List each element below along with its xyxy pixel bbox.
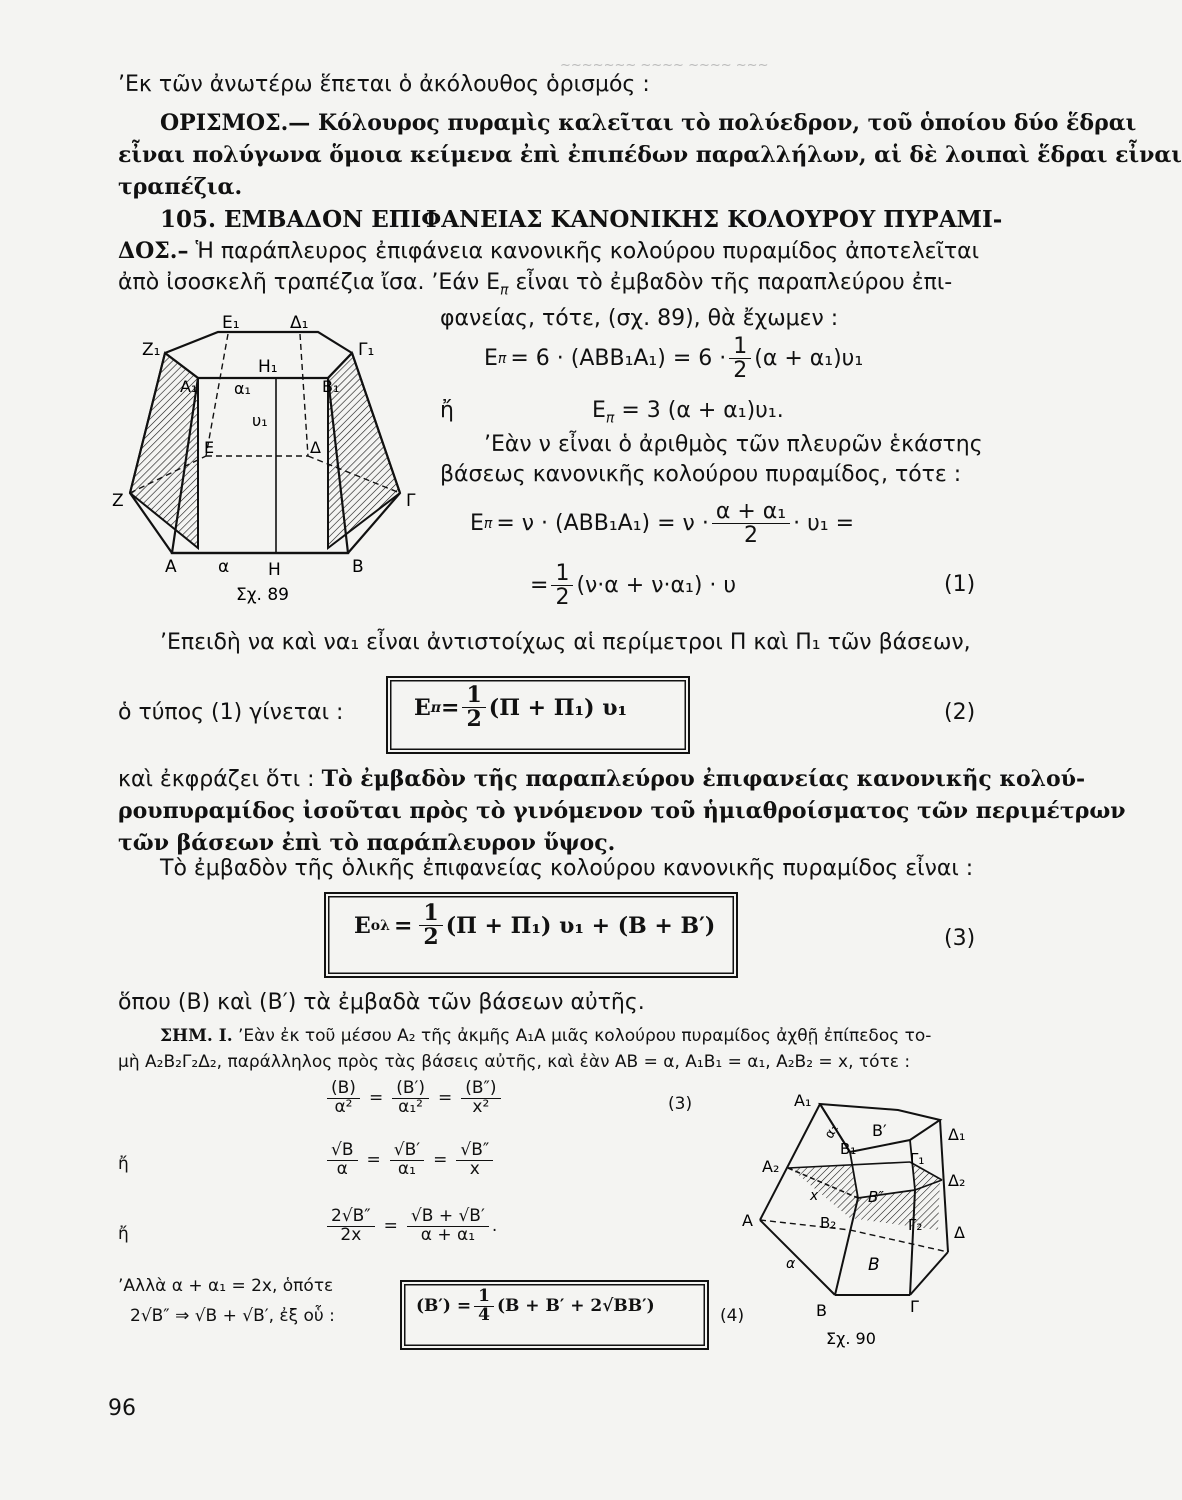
label-A: Α <box>165 557 177 577</box>
section-line-4: ’Εὰν ν εἶναι ὁ ἀριθμὸς τῶν πλευρῶν ἑκάστης <box>484 432 983 457</box>
boxed-formula-2: E π = $\frac{1}{2}$ (Π + Π₁) υ₁ <box>414 682 628 733</box>
section-line-1 <box>118 238 979 264</box>
label90-B1: Β₁ <box>840 1140 857 1158</box>
definition-line-1 <box>160 110 1136 136</box>
label90-B-face: Β <box>868 1255 880 1275</box>
eta-1: ἤ <box>440 398 454 423</box>
label90-a1: α₁ <box>821 1122 842 1142</box>
label90-D2: Δ₂ <box>948 1171 966 1190</box>
label-H1: Η₁ <box>258 357 278 377</box>
label90-G: Γ <box>910 1297 919 1316</box>
but-line: ’Αλλὰ α + α₁ = 2x, ὁπότε <box>118 1276 334 1296</box>
figure-89-caption: Σχ. 89 <box>236 585 290 605</box>
label90-A: Α <box>742 1211 753 1230</box>
implication-line: 2√Β″ ⇒ √Β + √Β′, ἐξ οὗ : <box>130 1306 335 1326</box>
ratio-number-3: (3) <box>668 1094 693 1114</box>
theorem-line-3: τῶν βάσεων ἐπὶ τὸ παράπλευρον ὕψος. <box>118 830 616 856</box>
label-G: Γ <box>406 491 416 511</box>
boxed-formula-3: E ολ = $\frac{1}{2}$ (Π + Π₁) υ₁ + (Β + Β′) <box>354 900 716 951</box>
ratio-row-2: $\frac{√B}{\alpha}$ = $\frac{√B'}{\text{α₁}}$ = $\frac{√B''}{x}$ <box>324 1142 496 1179</box>
label-G1: Γ₁ <box>358 340 375 360</box>
label90-G1: Γ₁ <box>910 1150 925 1168</box>
boxed-formula-4: (Β′) = $\frac{1}{4}$ (Β + Β′ + 2√ΒΒ′) <box>416 1286 655 1325</box>
label-a1: α₁ <box>234 379 251 398</box>
section-heading: 105. ΕΜΒΑΔΟΝ ΕΠΙΦΑΝΕΙΑΣ ΚΑΝΟΝΙΚΗΣ ΚΟΛΟΥΡΟΥ ΠΥΡΑΜΙ- <box>160 206 1003 233</box>
ratio-row-3: $\frac{2√B''}{2x}$ = $\frac{√B + √B'}{\text{α + α₁}}$ . <box>324 1208 497 1245</box>
formula-1: E π = 6 · (ABB₁A₁) = 6 · $\frac{1}{2}$ (α + α₁)υ₁ <box>484 334 864 384</box>
label90-Bdouble: Β″ <box>868 1188 884 1206</box>
label-E: Ε <box>204 438 215 457</box>
definition-text-1: Κόλουρος πυραμὶς καλεῖται τὸ πολύεδρον, τοῦ ὁποίου δύο ἕδραι <box>317 110 1137 136</box>
formula-2: $E_\pi = 3$ (α + α₁)υ₁. <box>592 398 784 427</box>
label90-alpha: α <box>786 1256 796 1272</box>
definition-label: ΟΡΙΣΜΟΣ.— <box>160 110 311 136</box>
bases-line: ὅπου (Β) καὶ (Β′) τὰ ἐμβαδὰ τῶν βάσεων αὐτῆς. <box>118 990 645 1015</box>
label-H: Η <box>268 560 281 580</box>
label90-A2: Α₂ <box>762 1157 780 1176</box>
eta-3: ἤ <box>118 1224 129 1244</box>
equation-number-1: (1) <box>944 572 976 597</box>
perimeters-line: ’Επειδὴ να καὶ να₁ εἶναι ἀντιστοίχως αἱ περίμετροι Π καὶ Π₁ τῶν βάσεων, <box>160 630 971 655</box>
label-E1: Ε₁ <box>222 313 240 333</box>
theorem-line-2: ρουπυραμίδος ἰσοῦται πρὸς τὸ γινόμενον τοῦ ἡμιαθροίσματος τῶν περιμέτρων <box>118 798 1126 824</box>
equation-number-3: (3) <box>944 926 976 951</box>
theorem-line-1 <box>118 766 1085 792</box>
label90-x: x <box>810 1188 819 1204</box>
formula-3: E π = ν · (ABB₁A₁) = ν · $\frac{\text{α + α₁}}{2}$ · υ₁ = <box>470 499 855 549</box>
label90-A1: Α₁ <box>794 1091 812 1110</box>
section-text-1: Ἡ παράπλευρος ἐπιφάνεια κανονικῆς κολούρου πυραμίδος ἀποτελεῖται <box>195 239 980 264</box>
theorem-intro: καὶ ἐκφράζει ὅτι : <box>118 767 315 792</box>
label-B: Β <box>352 557 364 577</box>
section-line-2 <box>118 270 952 298</box>
bleed-through-text: ~~~~~~~ ~~~~ ~~~~ ~~~ <box>560 58 769 73</box>
figure-90 <box>742 1090 980 1355</box>
label-Z: Ζ <box>112 491 124 511</box>
label90-B: Β <box>816 1301 827 1320</box>
definition-line-2: εἶναι πολύγωνα ὅμοια κείμενα ἐπὶ ἐπιπέδων παραλλήλων, αἱ δὲ λοιπαὶ ἕδραι εἶναι <box>118 142 1182 168</box>
section-text-2a: ἀπὸ ἰσοσκελῆ τραπέζια ἴσα. ’Εάν <box>118 270 480 295</box>
definition-line-3: τραπέζια. <box>118 174 243 200</box>
section-line-3: φανείας, τότε, (σχ. 89), θὰ ἔχωμεν : <box>440 306 839 331</box>
note-label: ΣΗΜ. Ι. <box>160 1026 233 1046</box>
note-line-2: μὴ Α₂Β₂Γ₂Δ₂, παράλληλος πρὸς τὰς βάσεις αὐτῆς, καὶ ἐὰν ΑΒ = α, Α₁Β₁ = α₁, Α₂Β₂ = x, τότε : <box>118 1052 911 1072</box>
formula-4: = $\frac{1}{2}$ (ν·α + ν·α₁) · υ <box>530 561 737 611</box>
label-D: Δ <box>310 438 321 457</box>
section-heading-end: ΔΟΣ.– <box>118 238 189 264</box>
label90-B2: Β₂ <box>820 1214 837 1232</box>
figure-90-caption: Σχ. 90 <box>826 1329 876 1348</box>
theorem-text-1: Τὸ ἐμβαδὸν τῆς παραπλεύρου ἐπιφανείας κανονικῆς κολού- <box>321 766 1086 792</box>
intro-line: ’Εκ τῶν ἀνωτέρω ἕπεται ὁ ἀκόλουθος ὁρισμός : <box>118 72 650 97</box>
equation-number-4: (4) <box>720 1306 745 1326</box>
page-number: 96 <box>108 1396 136 1421</box>
note-line-1 <box>160 1026 931 1046</box>
note-text-1: ’Εὰν ἐκ τοῦ μέσου Α₂ τῆς ἀκμῆς Α₁Α μιᾶς κολούρου πυραμίδος ἀχθῇ ἐπίπεδος το- <box>238 1026 932 1046</box>
eta-2: ἤ <box>118 1154 129 1174</box>
label90-Bprime: Β′ <box>872 1121 887 1140</box>
label90-D1: Δ₁ <box>948 1125 966 1144</box>
label-Z1: Ζ₁ <box>142 340 161 360</box>
label-A1: Α₁ <box>180 377 198 396</box>
label-u1: υ₁ <box>252 411 268 430</box>
total-area-line: Τὸ ἐμβαδὸν τῆς ὁλικῆς ἐπιφανείας κολούρου κανονικῆς πυραμίδος εἶναι : <box>160 856 974 881</box>
label90-D: Δ <box>954 1223 965 1242</box>
section-text-2b: εἶναι τὸ ἐμβαδὸν τῆς παραπλεύρου ἐπι- <box>515 270 953 295</box>
equation-number-2: (2) <box>944 700 976 725</box>
label-D1: Δ₁ <box>290 313 309 333</box>
area-symbol: $E_\pi$ <box>486 270 509 299</box>
figure-89 <box>110 310 440 610</box>
label-alpha: α <box>218 557 230 577</box>
section-line-5: βάσεως κανονικῆς κολούρου πυραμίδος, τότε : <box>440 462 962 487</box>
formula-type-line: ὁ τύπος (1) γίνεται : <box>118 700 344 725</box>
label90-G2: Γ₂ <box>908 1216 923 1234</box>
label-B1: Β₁ <box>322 377 340 396</box>
ratio-row-1: $\frac{(B)}{\text{α²}}$ = $\frac{(B')}{\text{α₁²}}$ = $\frac{(B'')}{\text{x²}}$ <box>324 1080 504 1117</box>
